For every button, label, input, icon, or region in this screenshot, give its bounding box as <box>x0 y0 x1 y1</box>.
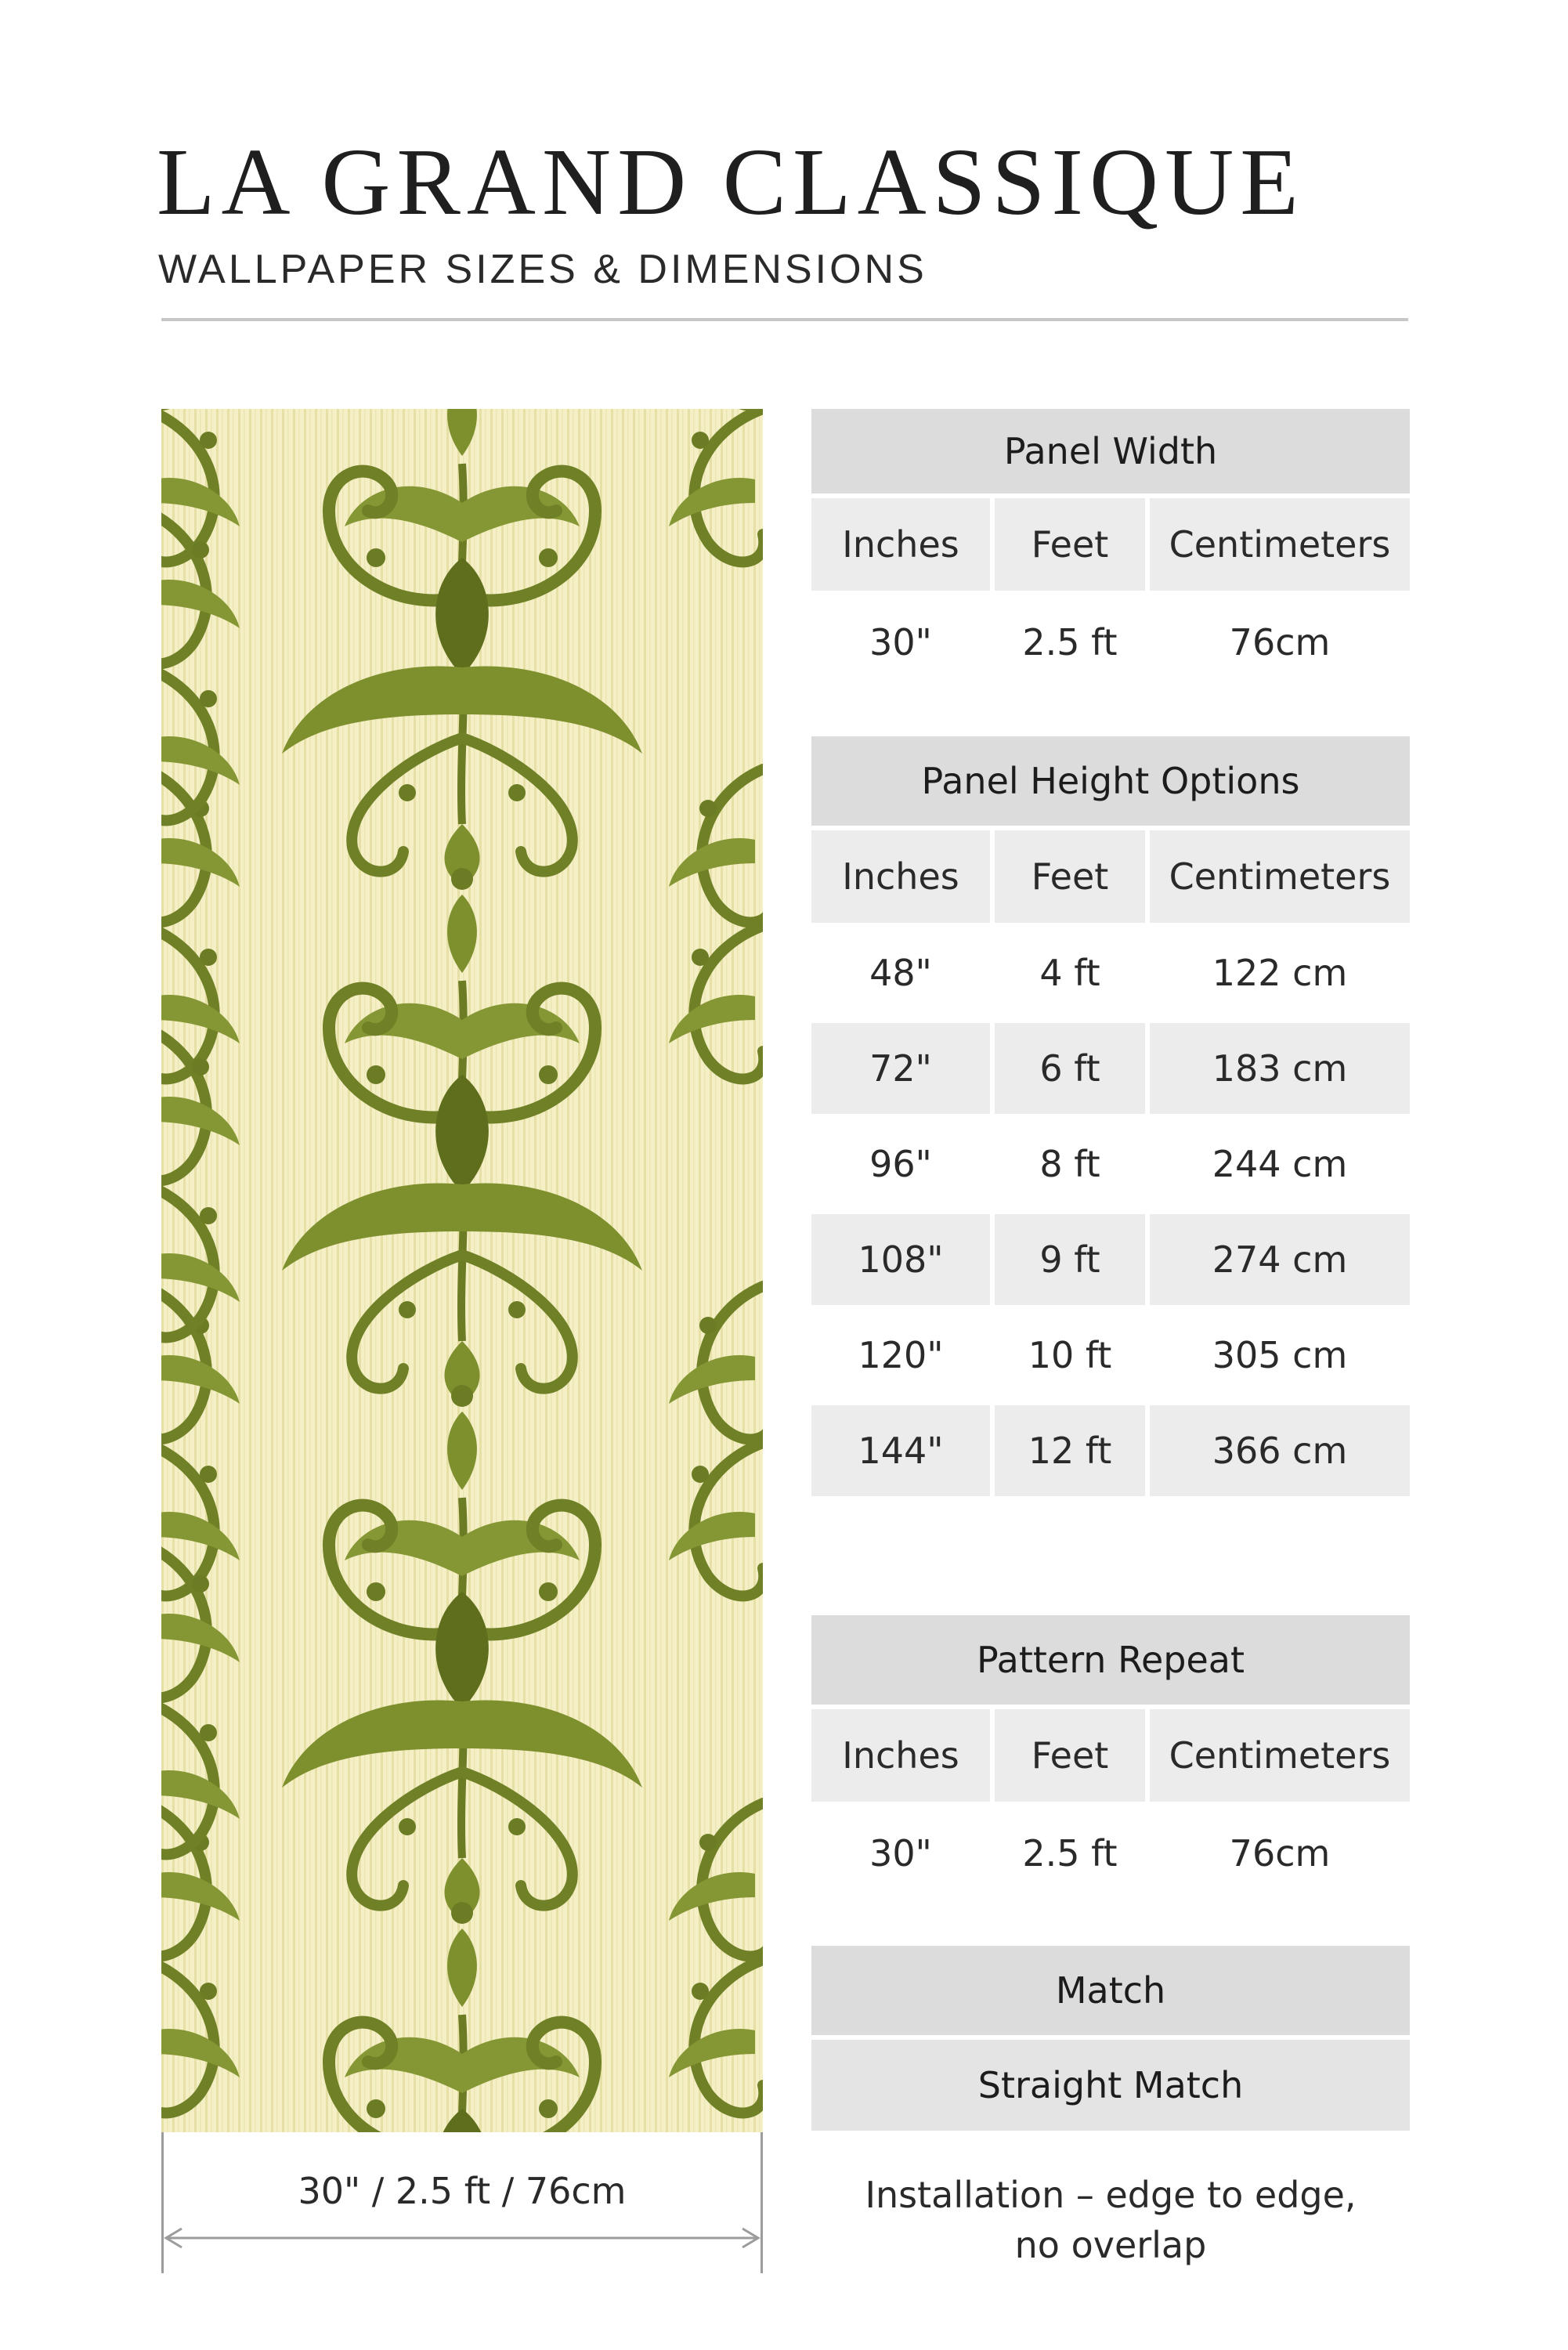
column-header: Inches <box>811 830 990 923</box>
page-title: LA GRAND CLASSIQUE <box>157 129 1305 235</box>
column-header: Centimeters <box>1150 1709 1410 1802</box>
table-cell: 10 ft <box>1028 1334 1112 1376</box>
column-header: Feet <box>995 830 1145 923</box>
table-cell: 76cm <box>1229 621 1331 663</box>
table-cell: 76cm <box>1229 1832 1331 1875</box>
table-cell: 2.5 ft <box>1022 1832 1118 1875</box>
column-header: Inches <box>811 1709 990 1802</box>
table-cell: 30" <box>869 621 932 663</box>
table-cell: 183 cm <box>1150 1023 1410 1114</box>
table-cell: 122 cm <box>1212 952 1348 994</box>
table-title: Panel Width <box>811 409 1410 494</box>
table-cell: 4 ft <box>1039 952 1100 994</box>
panel-width-indicator <box>161 2132 763 2273</box>
table-title: Panel Height Options <box>811 736 1410 826</box>
table-header-row <box>811 1709 1410 1802</box>
table-header-row <box>811 498 1410 591</box>
table-cell: 12 ft <box>995 1405 1145 1496</box>
double-arrow-icon <box>161 2226 763 2250</box>
header-divider <box>161 318 1408 321</box>
table-cell: 72" <box>811 1023 990 1114</box>
table-row <box>811 595 1410 689</box>
table-cell: 30" <box>869 1832 932 1875</box>
table-row <box>811 1310 1410 1401</box>
column-header: Inches <box>811 498 990 591</box>
installation-note-line: Installation – edge to edge, <box>865 2174 1357 2216</box>
table-row <box>811 927 1410 1018</box>
table-cell: 108" <box>811 1214 990 1305</box>
table-row <box>811 1405 1410 1496</box>
table-cell: 2.5 ft <box>1022 621 1118 663</box>
page-subtitle: WALLPAPER SIZES & DIMENSIONS <box>158 247 927 292</box>
installation-note-line: no overlap <box>1014 2224 1207 2266</box>
column-header: Centimeters <box>1150 830 1410 923</box>
table-cell: 120" <box>858 1334 944 1376</box>
table-cell: 274 cm <box>1150 1214 1410 1305</box>
wallpaper-panel-preview <box>161 409 763 2132</box>
column-header: Feet <box>995 1709 1145 1802</box>
table-cell: 305 cm <box>1212 1334 1348 1376</box>
table-row <box>811 1214 1410 1305</box>
installation-note <box>811 2170 1410 2270</box>
column-header: Feet <box>995 498 1145 591</box>
panel-width-label: 30" / 2.5 ft / 76cm <box>298 2170 627 2212</box>
table-cell: 96" <box>869 1143 932 1185</box>
table-cell: 8 ft <box>1039 1143 1100 1185</box>
table-cell: 9 ft <box>995 1214 1145 1305</box>
table-row <box>811 1806 1410 1900</box>
match-value: Straight Match <box>811 2040 1410 2131</box>
table-title: Match <box>811 1946 1410 2035</box>
table-cell: 244 cm <box>1212 1143 1348 1185</box>
column-header: Centimeters <box>1150 498 1410 591</box>
table-row <box>811 1023 1410 1114</box>
table-cell: 366 cm <box>1150 1405 1410 1496</box>
table-row <box>811 1119 1410 1209</box>
table-cell: 48" <box>869 952 932 994</box>
table-cell: 6 ft <box>995 1023 1145 1114</box>
table-cell: 144" <box>811 1405 990 1496</box>
table-header-row <box>811 830 1410 923</box>
table-title: Pattern Repeat <box>811 1615 1410 1705</box>
